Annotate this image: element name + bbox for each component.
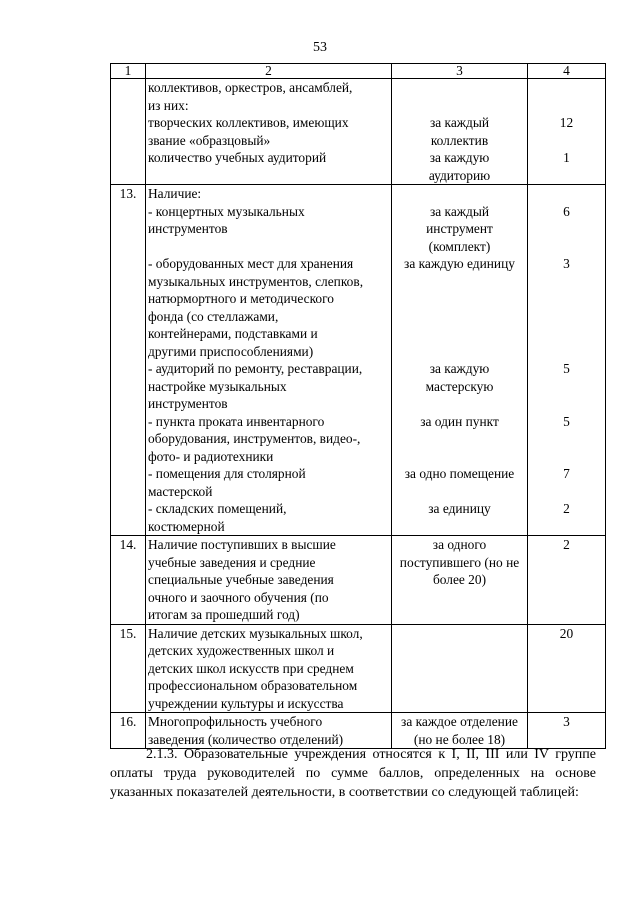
- row-score: 2: [528, 536, 606, 625]
- unit-line: [394, 448, 525, 466]
- unit-line: за единицу: [428, 501, 491, 516]
- unit-line: поступившего (но не: [399, 554, 520, 570]
- desc-line: специальные учебные заведения: [148, 572, 334, 587]
- desc-line: Многопрофильность учебного: [148, 714, 323, 729]
- unit-line: (комплект): [428, 238, 491, 254]
- score-value: 5: [563, 361, 570, 376]
- row-unit: [392, 79, 528, 185]
- desc-line: инструментов: [148, 221, 228, 236]
- table-row-15: [111, 624, 606, 713]
- unit-line: инструмент: [426, 221, 493, 236]
- table-row-13: [111, 185, 606, 536]
- row-number: 13.: [111, 185, 146, 536]
- desc-line: [148, 238, 389, 256]
- desc-line: Наличие детских музыкальных школ,: [148, 625, 363, 641]
- score-value: [530, 430, 603, 448]
- desc-line: - концертных музыкальных: [148, 203, 305, 219]
- unit-line: [394, 430, 525, 448]
- row-score: [528, 185, 606, 536]
- desc-line: коллективов, оркестров, ансамблей,: [148, 80, 353, 95]
- unit-line: за каждый: [429, 115, 490, 130]
- score-value: 2: [563, 501, 570, 516]
- score-value: [530, 378, 603, 396]
- desc-line: творческих коллективов, имеющих: [148, 115, 349, 130]
- row-score: [528, 79, 606, 185]
- score-value: [530, 448, 603, 466]
- desc-line: контейнерами, подставками и: [148, 326, 318, 341]
- unit-line: [394, 325, 525, 343]
- unit-line: мастерскую: [425, 378, 494, 394]
- row-description: [146, 624, 392, 713]
- row-unit: [392, 536, 528, 625]
- desc-line: фонда (со стеллажами,: [148, 308, 279, 324]
- desc-line: из них:: [148, 97, 189, 113]
- unit-line: за каждый: [429, 203, 490, 219]
- header-col-1: 1: [111, 64, 146, 79]
- unit-line: [394, 273, 525, 291]
- table-header-row: [111, 64, 606, 79]
- row-description: [146, 536, 392, 625]
- desc-line: натюрмортного и методического: [148, 291, 334, 306]
- score-value: [530, 308, 603, 326]
- score-value: [530, 325, 603, 343]
- desc-line: заведения (количество отделений): [148, 731, 344, 747]
- unit-line: за каждую: [429, 150, 490, 165]
- unit-line: аудиторию: [428, 167, 491, 183]
- unit-line: [394, 518, 525, 536]
- desc-line: учреждении культуры и искусства: [148, 695, 344, 711]
- score-value: [530, 343, 603, 361]
- row-description: [146, 79, 392, 185]
- unit-line: за одного: [432, 537, 487, 552]
- desc-line: Наличие поступивших в высшие: [148, 537, 336, 552]
- unit-line: [394, 308, 525, 326]
- unit-line: [394, 290, 525, 308]
- desc-line: костюмерной: [148, 518, 225, 534]
- row-number: 16.: [111, 713, 146, 749]
- desc-line: фото- и радиотехники: [148, 448, 274, 464]
- score-value: [530, 273, 603, 291]
- unit-line: (но не более 18): [413, 731, 506, 747]
- desc-line: количество учебных аудиторий: [148, 150, 327, 165]
- header-col-2: 2: [146, 64, 392, 79]
- desc-line: настройке музыкальных: [148, 378, 287, 394]
- unit-line: коллектив: [430, 132, 489, 148]
- score-value: 3: [563, 256, 570, 271]
- desc-line: - пункта проката инвентарного: [148, 413, 325, 429]
- score-value: 5: [563, 413, 570, 429]
- row-score: 20: [528, 624, 606, 713]
- desc-line: профессиональном образовательном: [148, 678, 358, 693]
- desc-line: детских художественных школ и: [148, 643, 335, 658]
- table-row-14: [111, 536, 606, 625]
- desc-line: оборудования, инструментов, видео-,: [148, 431, 361, 446]
- desc-line: инструментов: [148, 396, 228, 411]
- desc-line: учебные заведения и средние: [148, 554, 316, 570]
- unit-line: за один пункт: [420, 413, 499, 429]
- page-number: 53: [313, 40, 327, 55]
- desc-line: очного и заочного обучения (по: [148, 589, 329, 605]
- header-col-4: 4: [528, 64, 606, 79]
- unit-line: за каждую единицу: [404, 256, 515, 271]
- desc-line: мастерской: [148, 483, 213, 499]
- indicators-table: [110, 63, 606, 749]
- row-number: [111, 79, 146, 185]
- row-unit: [392, 713, 528, 749]
- header-col-3: 3: [392, 64, 528, 79]
- paragraph-2-1-3: [110, 745, 596, 802]
- row-number: 15.: [111, 624, 146, 713]
- score-value: [530, 290, 603, 308]
- row-unit: [392, 185, 528, 536]
- unit-line: более 20): [432, 572, 487, 587]
- desc-line: - помещения для столярной: [148, 466, 306, 481]
- table-row-continuation: [111, 79, 606, 185]
- desc-line: итогам за прошедший год): [148, 607, 300, 622]
- unit-line: за одно помещение: [404, 466, 515, 481]
- score-value: 7: [563, 466, 570, 481]
- score-value: 12: [559, 115, 574, 130]
- score-value: [530, 395, 603, 413]
- unit-line: за каждую: [429, 361, 490, 376]
- desc-line: - складских помещений,: [148, 501, 287, 516]
- score-value: [530, 238, 603, 256]
- score-value: [530, 483, 603, 501]
- desc-line: звание «образцовый»: [148, 132, 271, 148]
- row-description: [146, 713, 392, 749]
- row-description: [146, 185, 392, 536]
- paragraph-text: 2.1.3. Образовательные учреждения относятся к I, II, III или IV группе оплаты труда руководителей по сумме баллов, определенных на основе указанных показателей деятельности, в соответствии со следующей таблицей:: [110, 747, 596, 800]
- score-value: 1: [563, 150, 570, 165]
- row-title: Наличие:: [148, 186, 202, 201]
- row-items-unit: [394, 203, 525, 536]
- score-value: 6: [563, 203, 570, 219]
- desc-line: другими приспособлениями): [148, 343, 314, 359]
- desc-line: детских школ искусств при среднем: [148, 660, 354, 676]
- unit-line: [394, 395, 525, 413]
- unit-line: [394, 343, 525, 361]
- row-number: 14.: [111, 536, 146, 625]
- row-unit: [392, 624, 528, 713]
- row-items-score: [530, 203, 603, 536]
- desc-line: - оборудованных мест для хранения: [148, 256, 354, 271]
- row-items-description: [148, 203, 389, 536]
- row-score: 3: [528, 713, 606, 749]
- table-row-16: [111, 713, 606, 749]
- unit-line: [394, 483, 525, 501]
- desc-line: музыкальных инструментов, слепков,: [148, 273, 364, 289]
- unit-line: за каждое отделение: [401, 714, 518, 729]
- score-value: [530, 518, 603, 536]
- desc-line: - аудиторий по ремонту, реставрации,: [148, 361, 363, 376]
- score-value: [530, 220, 603, 238]
